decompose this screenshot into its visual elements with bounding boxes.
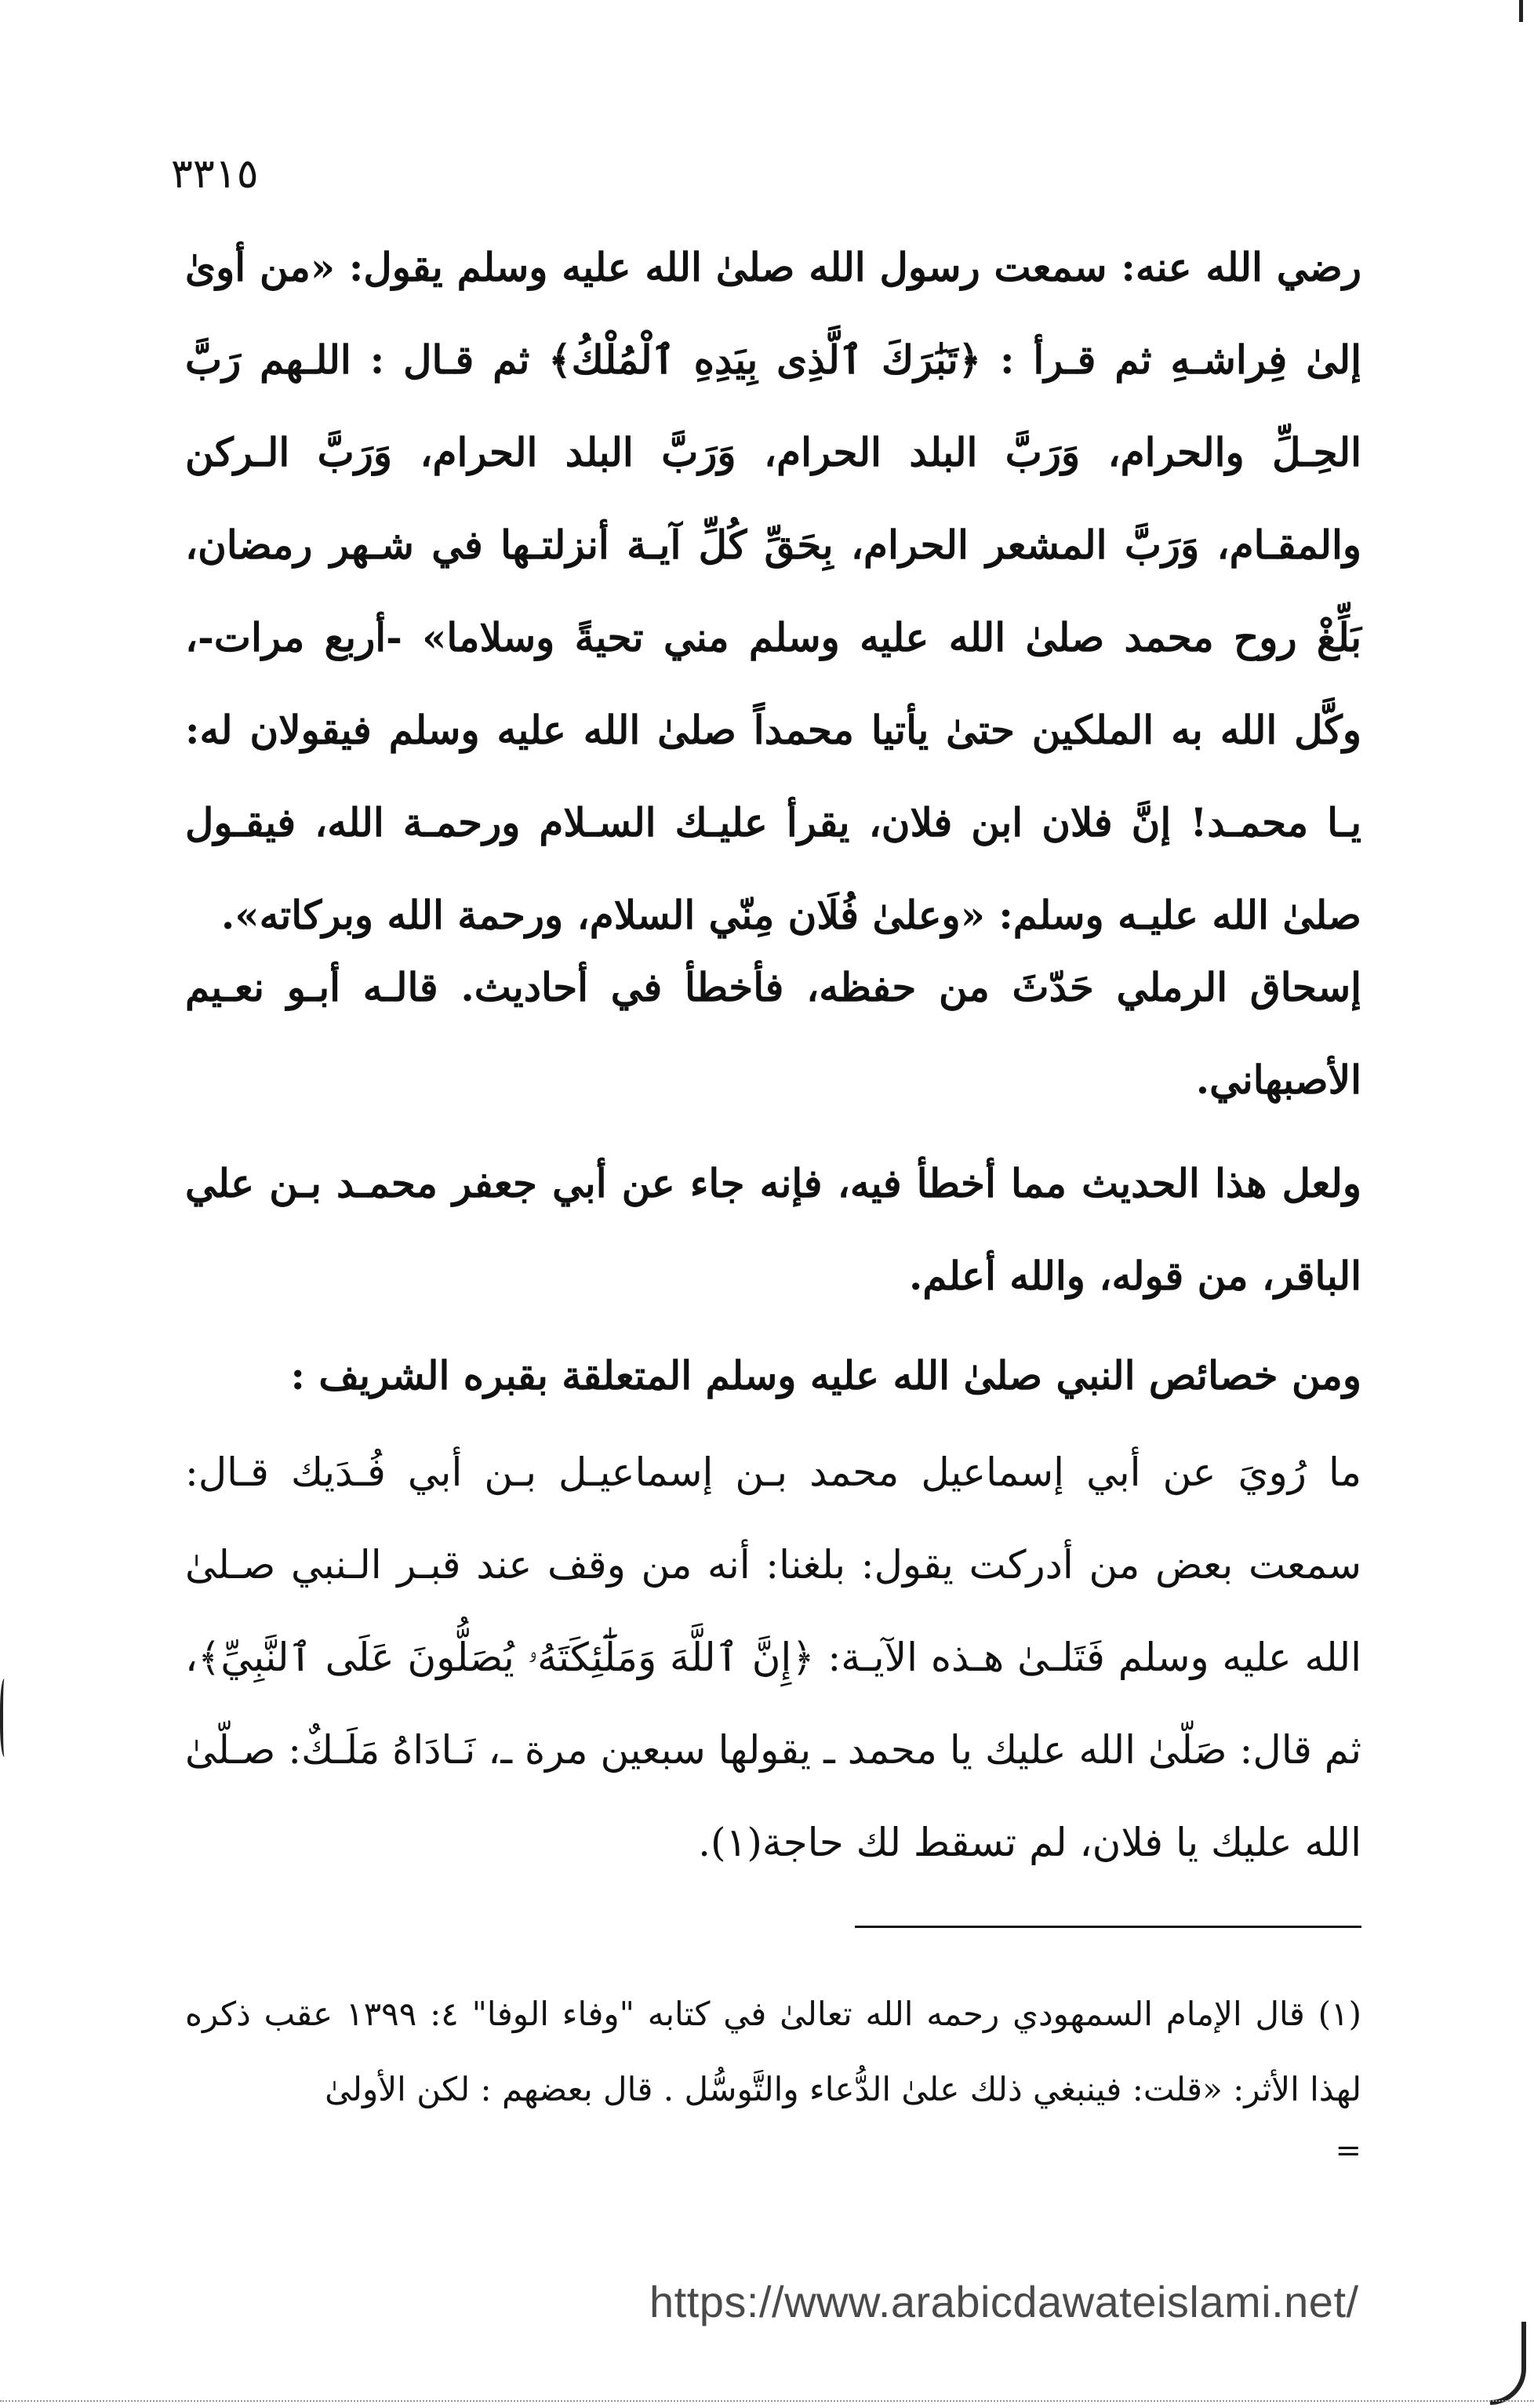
hadith-text: رضي الله عنه: سمعت رسول الله صلىٰ الله عليه وسلم يقول: «من أوىٰ إلىٰ فِراشـهِ ثم قـرأ : ﴿تَبَٰرَكَ ٱلَّذِى بِيَدِهِ ٱلْمُلْكُ﴾ ثم قـال : اللـهم رَبَّ الحِـلِّ والحرام، وَرَبَّ البلد الحرام، وَرَبَّ البلد الحرام، وَرَبَّ الـركن والمقـام، وَرَبَّ المشعر الحرام، بِحَقِّ كُلِّ آيـة أنزلتـها في شـهر رمضان، بَلِّغْ روح محمد صلىٰ الله عليه وسلم مني تحيةً وسلاما» -أربع مرات-، وكَّل الله به الملكين حتىٰ يأتيا محمداً صلىٰ الله عليه وسلم فيقولان له: يـا محمـد! إنَّ فلان ابن فلان، يقرأ عليـك السـلام ورحمـة الله، فيقـول صلىٰ الله عليـه وسلم: «وعلىٰ فُلَان مِنّي السلام، ورحمة الله وبركاته». (185, 244, 1361, 938)
hadith-paragraph (185, 221, 1361, 938)
footnote-text: (١) قال الإمام السمهودي رحمه الله تعالىٰ في كتابه "وفاء الوفا" ٤: ١٣٩٩ عقب ذكره لهذا الأثر: «قلت: فينبغي ذلك علىٰ الدُّعاء والتَّوسُّل . قال بعضهم : لكن الأولىٰ (185, 1995, 1361, 2108)
scan-edge-mark (1508, 0, 1523, 22)
khasais-heading (185, 1329, 1361, 1422)
laal-paragraph (185, 1137, 1361, 1322)
scan-bottom-line (0, 2400, 1534, 2402)
laal-text: ولعل هذا الحديث مما أخطأ فيه، فإنه جاء عن أبي جعفر محمـد بـن علي الباقر، من قوله، والله أعلم. (185, 1160, 1361, 1299)
scan-corner-mark (1490, 2322, 1526, 2405)
page-number: ٣٣١٥ (171, 151, 259, 198)
ishaq-paragraph (185, 941, 1361, 1126)
ma-ruwiya-paragraph (185, 1426, 1361, 1889)
scan-edge-mark (0, 1679, 11, 1757)
footnote (185, 1977, 1361, 2174)
footnote-continued-mark: = (1335, 2133, 1361, 2169)
ishaq-text: إسحاق الرملي حَدّثَ من حفظه، فأخطأ في أحاديث. قالـه أبـو نعـيم الأصبهاني. (185, 964, 1361, 1103)
watermark-url: https://www.arabicdawateislami.net/ (649, 2277, 1359, 2326)
ma-ruwiya-text: ما رُويَ عن أبي إسماعيل محمد بـن إسماعيـل بـن أبي فُـدَيك قـال: سمعت بعض من أدركت يقول: بلغنا: أنه من وقف عند قبـر الـنبي صـلىٰ الله عليه وسلم فَتَلـىٰ هـذه الآيـة: ﴿إِنَّ ٱللَّهَ وَمَلَٰٓئِكَتَهُۥ يُصَلُّونَ عَلَى ٱلنَّبِيِّ﴾، ثم قال: صَلّىٰ الله عليك يا محمد ـ يقولها سبعين مرة ـ، نَـادَاهُ مَلَـكٌ: صـلّىٰ الله عليك يا فلان، لم تسقط لك حاجة(١). (185, 1450, 1361, 1865)
khasais-text: ومن خصائص النبي صلىٰ الله عليه وسلم المتعلقة بقبره الشريف : (290, 1352, 1361, 1399)
footnote-divider (855, 1926, 1361, 1928)
